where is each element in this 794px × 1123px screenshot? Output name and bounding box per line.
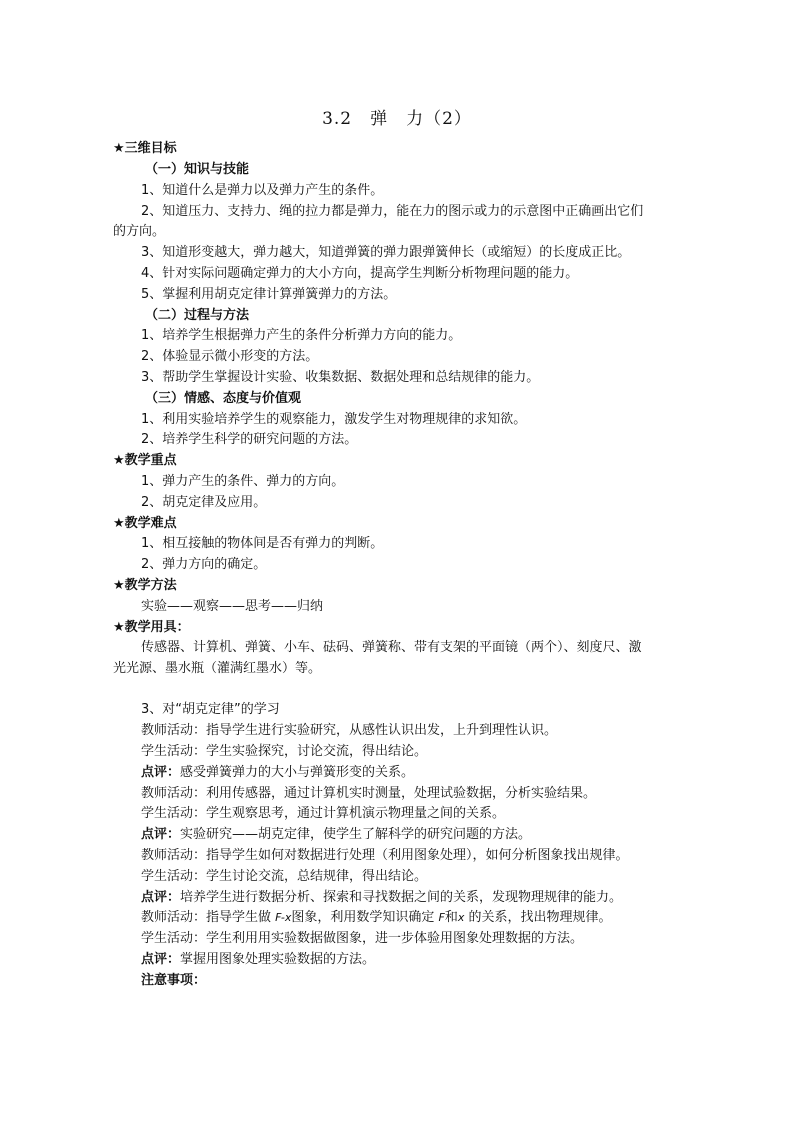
- comment-label: 点评：: [141, 827, 181, 842]
- activity-text: 指导学生如何对数据进行处理（利用图象处理），如何分析图象找出规律。: [206, 848, 629, 863]
- activity-line-fx: [141, 908, 716, 928]
- goal-item: 3、帮助学生掌握设计实验、收集数据、数据处理和总结规律的能力。: [141, 370, 540, 385]
- activity-line: [141, 929, 716, 949]
- activity-text: 学生实验探究，讨论交流，得出结论。: [206, 744, 428, 759]
- page-title: 3.2 弹 力（2）: [322, 109, 472, 129]
- goal-item: 4、针对实际问题确定弹力的大小方向，提高学生判断分析物理问题的能力。: [141, 266, 579, 281]
- method-heading: ★教学方法: [113, 578, 177, 593]
- key-points-heading: ★教学重点: [113, 453, 177, 468]
- key-point-item: 1、弹力产生的条件、弹力的方向。: [141, 474, 345, 489]
- goal-item: 1、知道什么是弹力以及弹力产生的条件。: [141, 183, 384, 198]
- difficult-point-item: 1、相互接触的物体间是否有弹力的判断。: [141, 536, 384, 551]
- activity-text: 利用传感器，通过计算机实时测量，处理试验数据，分析实验结果。: [206, 786, 597, 801]
- fx-symbol: F-x: [275, 911, 292, 924]
- activity-line: [141, 867, 716, 887]
- activity-label: 学生活动：: [141, 931, 207, 946]
- comment-label: 点评：: [141, 890, 181, 905]
- goal-item: 5、掌握利用胡克定律计算弹簧弹力的方法。: [141, 287, 397, 302]
- tools-heading: ★教学用具：: [113, 620, 190, 635]
- comment-label: 点评：: [141, 765, 181, 780]
- comment-line: [141, 950, 716, 970]
- activity-label: 学生活动：: [141, 744, 207, 759]
- activity-text: 指导学生进行实验研究，从感性认识出发，上升到理性认识。: [206, 723, 558, 738]
- process-subheading: （二）过程与方法: [145, 308, 250, 323]
- activity-line: [141, 742, 716, 762]
- activity-label: 教师活动：: [141, 723, 207, 738]
- activity-label: 教师活动：: [141, 786, 207, 801]
- activity-line: [141, 804, 716, 824]
- activity-line: [141, 784, 716, 804]
- hooke-heading: 3、对“胡克定律”的学习: [141, 702, 280, 717]
- activity-label: 教师活动：: [141, 848, 207, 863]
- activity-text: 和: [444, 910, 458, 925]
- activity-text: 图象，利用数学知识确定: [291, 910, 439, 925]
- activity-text: 的关系，找出物理规律。: [464, 910, 612, 925]
- activity-text: 学生观察思考，通过计算机演示物理量之间的关系。: [206, 806, 506, 821]
- comment-text: 感受弹簧弹力的大小与弹簧形变的关系。: [180, 765, 415, 780]
- activity-line: [141, 846, 716, 866]
- goal-item: 2、知道压力、支持力、绳的拉力都是弹力，能在力的图示或力的示意图中正确画出它们: [141, 204, 644, 219]
- goal-item: 2、培养学生科学的研究问题的方法。: [141, 432, 358, 447]
- tools-text-continuation: 光光源、墨水瓶（灌满红墨水）等。: [113, 661, 322, 676]
- method-text: 实验——观察——思考——归纳: [141, 599, 324, 614]
- comment-label: 点评：: [141, 952, 181, 967]
- activity-label: 教师活动：: [141, 910, 207, 925]
- f-symbol: F: [438, 911, 445, 924]
- comment-line: [141, 763, 716, 783]
- goal-item: 1、利用实验培养学生的观察能力，激发学生对物理规律的求知欲。: [141, 412, 527, 427]
- notes-heading: 注意事项：: [141, 973, 207, 988]
- difficult-point-item: 2、弹力方向的确定。: [141, 557, 267, 572]
- goals-heading: ★三维目标: [113, 141, 177, 156]
- goal-item: 1、培养学生根据弹力产生的条件分析弹力方向的能力。: [141, 328, 462, 343]
- knowledge-subheading: （一）知识与技能: [145, 162, 250, 177]
- goal-item: 2、体验显示微小形变的方法。: [141, 349, 319, 364]
- comment-line: [141, 888, 716, 908]
- goal-item: 3、知道形变越大，弹力越大，知道弹簧的弹力跟弹簧伸长（或缩短）的长度成正比。: [141, 245, 631, 260]
- activity-text: 学生利用用实验数据做图象，进一步体验用图象处理数据的方法。: [206, 931, 584, 946]
- tools-text: 传感器、计算机、弹簧、小车、砝码、弹簧称、带有支架的平面镜（两个）、刻度尺、激: [141, 640, 642, 655]
- goal-item-continuation: 的方向。: [113, 224, 166, 239]
- activity-label: 学生活动：: [141, 806, 207, 821]
- attitude-subheading: （三）情感、态度与价值观: [145, 391, 302, 406]
- comment-text: 实验研究——胡克定律，使学生了解科学的研究问题的方法。: [180, 827, 532, 842]
- activity-line: [141, 721, 716, 741]
- activity-text: 指导学生做: [206, 910, 276, 925]
- comment-text: 培养学生进行数据分析、探索和寻找数据之间的关系，发现物理规律的能力。: [180, 890, 623, 905]
- comment-text: 掌握用图象处理实验数据的方法。: [180, 952, 376, 967]
- x-symbol: x: [457, 911, 465, 924]
- key-point-item: 2、胡克定律及应用。: [141, 495, 267, 510]
- activity-label: 学生活动：: [141, 869, 207, 884]
- activity-text: 学生讨论交流，总结规律，得出结论。: [206, 869, 428, 884]
- comment-line: [141, 825, 716, 845]
- difficult-points-heading: ★教学难点: [113, 516, 177, 531]
